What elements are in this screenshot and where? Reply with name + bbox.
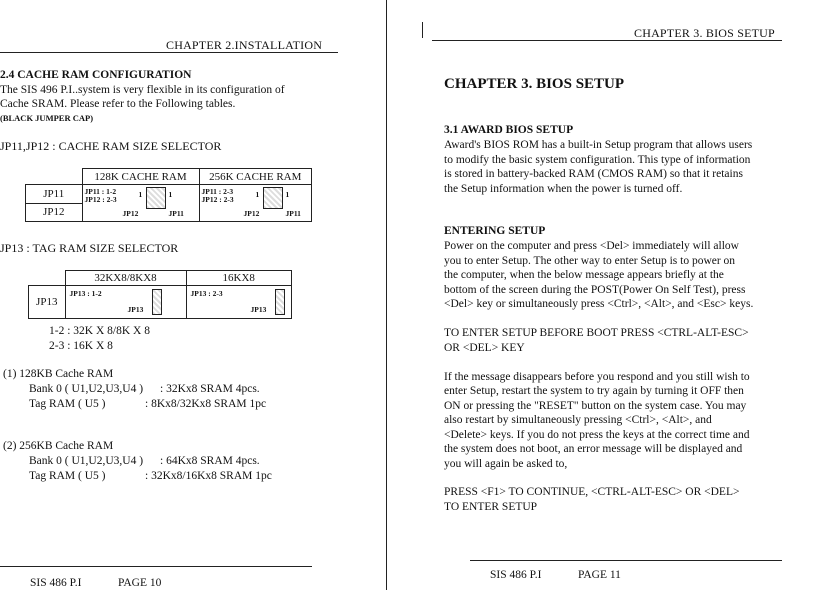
entering-line-3: the computer, when the below message appears briefly at the: [444, 269, 724, 281]
cache-col-256k: 256K CACHE RAM: [199, 169, 312, 185]
c256-bank-label: Bank 0 ( U1,U2,U3,U4 ): [29, 455, 144, 467]
tag-row-jp13: JP13: [29, 286, 66, 319]
t1-label: JP13: [127, 305, 144, 314]
chapter-title: CHAPTER 3. BIOS SETUP: [444, 76, 625, 92]
disappear-line-6: the system does not boot, an error message will be displayed and: [444, 443, 743, 455]
disappear-line-4: also restart by simultaneously pressing <Ctrl>, <Alt>, and: [444, 414, 712, 426]
tag-note-1: 1-2 : 32K X 8/8K X 8: [49, 325, 150, 337]
s31-line-3: is stored in battery-backed RAM (CMOS RAM) so that it retains: [444, 168, 743, 180]
page-gutter: [386, 0, 387, 590]
message2-line-2: TO ENTER SETUP: [444, 501, 538, 513]
c256-label-jp11: JP11: [285, 209, 301, 218]
entering-line-5: <Del> key or simultaneously press <Ctrl>, <Alt>, and <Esc> keys.: [444, 298, 754, 310]
entering-line-1: Power on the computer and press <Del> immediately will allow: [444, 240, 739, 252]
c256-jp11: JP11 : 2-3: [201, 187, 234, 196]
c256-bank-value: : 64Kx8 SRAM 4pcs.: [160, 455, 260, 467]
right-margin-mark: [422, 22, 423, 38]
c256-tag-value: : 32Kx8/16Kx8 SRAM 1pc: [145, 470, 272, 482]
c128-label-jp11: JP11: [168, 209, 184, 218]
tag-col-16k: 16KX8: [186, 271, 292, 286]
right-footer-page: PAGE 11: [578, 569, 621, 581]
c128-bank-value: : 32Kx8 SRAM 4pcs.: [160, 383, 260, 395]
c256-label-jp12: JP12: [243, 209, 260, 218]
intro-line-1: The SIS 496 P.I..system is very flexible in its configuration of: [0, 84, 285, 96]
right-header: CHAPTER 3. BIOS SETUP: [634, 26, 775, 40]
jumper-block-icon: [263, 187, 283, 209]
left-header: CHAPTER 2.INSTALLATION: [166, 38, 323, 52]
jumper-block-icon: [275, 289, 285, 315]
c256-tag-label: Tag RAM ( U5 ): [29, 470, 106, 482]
entering-line-2: you to enter Setup. The other way to enter Setup is to power on: [444, 255, 736, 267]
tag-col-32k: 32KX8/8KX8: [65, 271, 186, 286]
s31-title: 3.1 AWARD BIOS SETUP: [444, 124, 574, 136]
cap-note: (BLACK JUMPER CAP): [0, 113, 94, 123]
t1-setting: JP13 : 1-2: [69, 289, 102, 298]
c128-label-jp12: JP12: [122, 209, 139, 218]
message2-line-1: PRESS <F1> TO CONTINUE, <CTRL-ALT-ESC> OR <DEL>: [444, 486, 740, 498]
c128-tag-label: Tag RAM ( U5 ): [29, 398, 106, 410]
c256-title: (2) 256KB Cache RAM: [3, 440, 114, 452]
cache-128k-cell: [82, 185, 199, 222]
c256-pin1b: 1: [285, 190, 290, 199]
c128-pin1b: 1: [168, 190, 173, 199]
disappear-line-1: If the message disappears before you respond and you still wish to: [444, 371, 750, 383]
c256-jp12: JP12 : 2-3: [201, 195, 234, 204]
cache-256k-cell: [199, 185, 312, 222]
tag-32k-cell: [65, 286, 186, 319]
right-footer-rule: [470, 560, 782, 561]
tag-16k-cell: [186, 286, 292, 319]
jumper-block-icon: [146, 187, 166, 209]
right-header-rule: [432, 40, 782, 41]
tag-selector-title: JP13 : TAG RAM SIZE SELECTOR: [0, 241, 179, 255]
section-title: 2.4 CACHE RAM CONFIGURATION: [0, 69, 192, 81]
left-footer-rule: [0, 566, 312, 567]
right-footer-title: SIS 486 P.I: [490, 569, 542, 581]
intro-line-2: Cache SRAM. Please refer to the Following tables.: [0, 98, 236, 110]
left-header-rule: [0, 52, 338, 53]
tag-ram-table: [28, 270, 292, 319]
c128-jp12: JP12 : 2-3: [84, 195, 117, 204]
cache-table-corner: [26, 169, 83, 185]
c128-tag-value: : 8Kx8/32Kx8 SRAM 1pc: [145, 398, 267, 410]
c256-pin1: 1: [255, 190, 260, 199]
tag-table-corner: [29, 271, 66, 286]
cache-selector-title: JP11,JP12 : CACHE RAM SIZE SELECTOR: [0, 139, 222, 153]
cache-row-jp12: JP12: [26, 203, 83, 222]
c128-title: (1) 128KB Cache RAM: [3, 368, 114, 380]
disappear-line-5: <Delete> keys. If you do not press the keys at the correct time and: [444, 429, 750, 441]
t2-label: JP13: [250, 305, 267, 314]
disappear-line-7: you will again be asked to,: [444, 458, 568, 470]
t2-setting: JP13 : 2-3: [190, 289, 223, 298]
s31-line-4: the Setup information when the power is turned off.: [444, 183, 683, 195]
s31-line-1: Award's BIOS ROM has a built-in Setup program that allows users: [444, 139, 753, 151]
message1-line-1: TO ENTER SETUP BEFORE BOOT PRESS <CTRL-ALT-ESC>: [444, 327, 749, 339]
disappear-line-2: enter Setup, restart the system to try again by turning it OFF then: [444, 385, 744, 397]
c128-pin1: 1: [138, 190, 143, 199]
cache-col-128k: 128K CACHE RAM: [82, 169, 199, 185]
left-footer-page: PAGE 10: [118, 577, 162, 589]
message1-line-2: OR <DEL> KEY: [444, 342, 525, 354]
c128-bank-label: Bank 0 ( U1,U2,U3,U4 ): [29, 383, 144, 395]
c128-jp11: JP11 : 1-2: [84, 187, 117, 196]
cache-ram-table: [25, 168, 312, 222]
left-footer-title: SIS 486 P.I: [30, 577, 82, 589]
tag-note-2: 2-3 : 16K X 8: [49, 340, 113, 352]
jumper-block-icon: [152, 289, 162, 315]
cache-row-jp11: JP11: [26, 185, 83, 204]
s31-line-2: to modify the basic system configuration. This type of information: [444, 154, 751, 166]
entering-title: ENTERING SETUP: [444, 225, 546, 237]
disappear-line-3: ON or pressing the "RESET" button on the system case. You may: [444, 400, 747, 412]
entering-line-4: bottom of the screen during the POST(Power On Self Test), press: [444, 284, 746, 296]
